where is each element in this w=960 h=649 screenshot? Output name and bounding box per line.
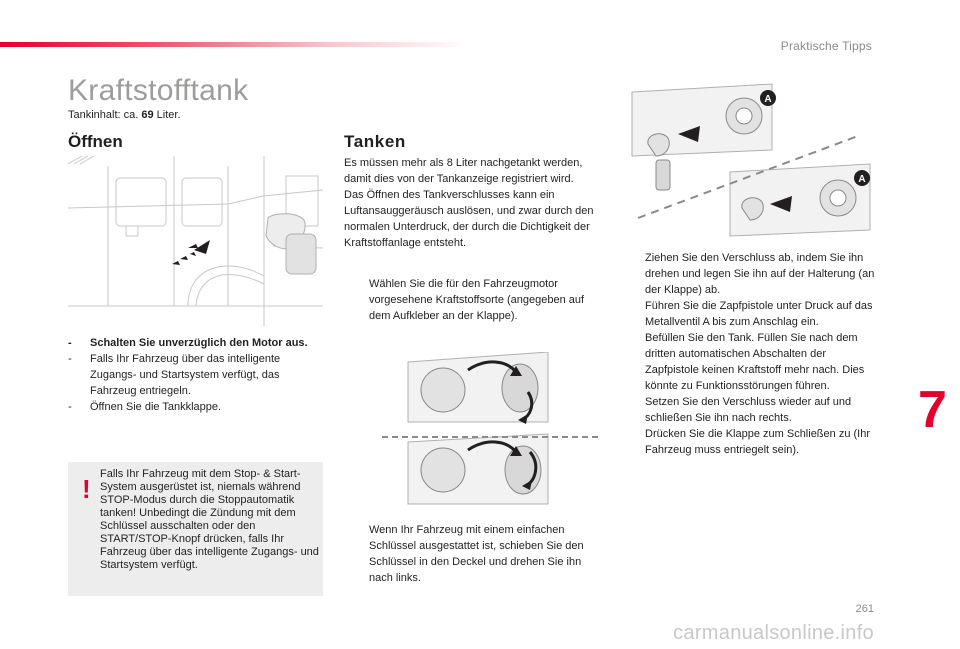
section-label: Praktische Tipps (780, 39, 872, 53)
list-item: Drücken Sie die Klappe zum Schließen zu (Ihr Fahrzeug muss entriegelt sein). (620, 426, 875, 458)
callout-a-bottom: A (858, 174, 866, 185)
tanken-intro (344, 155, 594, 251)
fuel-cap-rotation-illustration (398, 352, 558, 507)
bullet-icon (620, 298, 645, 330)
fuel-nozzle-valve-illustration (622, 80, 874, 252)
refuelling-steps (620, 250, 875, 458)
bullet-icon (620, 330, 645, 394)
bullet-icon (344, 522, 369, 586)
list-item: - Schalten Sie unverzüglich den Motor aus. (68, 337, 308, 349)
list-item: Befüllen Sie den Tank. Füllen Sie nach dem dritten automatischen Abschalten der Zapfpistole keinen Kraftstoff mehr nach. Dies könnte zu Funktionsstörungen führen. (620, 330, 875, 394)
watermark-text: carmanualsonline.info (673, 622, 874, 644)
bullet-icon (344, 276, 369, 324)
tank-capacity: Tankinhalt: ca. 69 Liter. (68, 109, 181, 121)
opening-steps (68, 335, 313, 415)
heading-tanken: Tanken (344, 132, 406, 151)
list-item: Ziehen Sie den Verschluss ab, indem Sie ihn drehen und legen Sie ihn auf der Halterung (an der Klappe) ab. (620, 250, 875, 298)
list-item: Setzen Sie den Verschluss wieder auf und schließen Sie ihn nach rechts. (620, 394, 875, 426)
list-item: Führen Sie die Zapfpistole unter Druck auf das Metallventil A bis zum Anschlag ein. (620, 298, 875, 330)
bullet-icon (620, 394, 645, 426)
bullet-icon (620, 250, 645, 298)
page-number: 261 (855, 603, 874, 615)
header-accent-bar (0, 42, 470, 47)
heading-oeffnen: Öffnen (68, 132, 123, 151)
fuel-type-note: Wählen Sie die für den Fahrzeugmotor vorgesehene Kraftstoffsorte (angegeben auf dem Aufkleber an der Klappe). (344, 276, 594, 324)
illustration-divider (382, 436, 598, 438)
list-item: - Falls Ihr Fahrzeug über das intelligente Zugangs- und Startsystem verfügt, das Fahrzeug entriegeln. (68, 353, 281, 397)
list-item: - Öffnen Sie die Tankklappe. (68, 401, 222, 413)
tanken-intro-text: Es müssen mehr als 8 Liter nachgetankt werden, damit dies von der Tankanzeige registriert wird. Das Öffnen des Tankverschlusses kann ein Luftansauggeräusch auslösen, und zwar durch den normalen Unterdruck, der durch die Dichtigkeit der Kraftstoffanlage entsteht. (344, 157, 594, 249)
page-title: Kraftstofftank (68, 74, 249, 107)
warning-box (68, 462, 323, 596)
key-note: Wenn Ihr Fahrzeug mit einem einfachen Schlüssel ausgestattet ist, schieben Sie den Schlüssel in den Deckel und drehen Sie ihn nach links. (344, 522, 594, 586)
bullet-icon (620, 426, 645, 458)
callout-a-top: A (764, 94, 772, 105)
van-fuel-flap-illustration (68, 156, 323, 326)
chapter-number: 7 (918, 381, 947, 439)
warning-text: Falls Ihr Fahrzeug mit dem Stop- & Start-System ausgerüstet ist, niemals während STOP-Modus durch die Stoppautomatik tanken! Unbedingt die Zündung mit dem Schlüssel ausschalten oder den START/STOP-Knopf drücken, falls Ihr Fahrzeug über das intelligente Zugangs- und Startsystem verfügt. (100, 468, 319, 571)
exclamation-icon: ! (82, 474, 91, 504)
capacity-value: 69 (141, 109, 154, 121)
